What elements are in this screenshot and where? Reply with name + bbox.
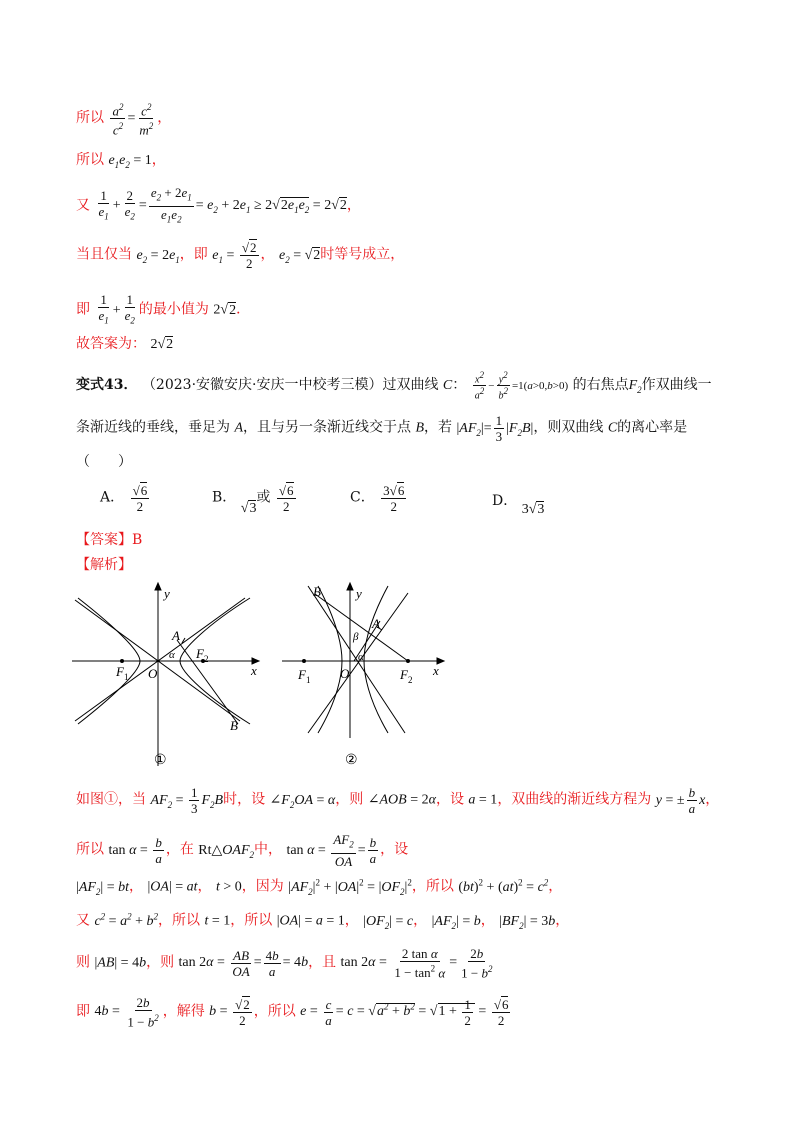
formula: tan 2α = $\frac{AB}{OA}$ = $\frac{4b}{a}$ = 4b xyxy=(178,947,309,979)
a-label: A xyxy=(372,616,380,631)
text: 即 xyxy=(76,301,90,318)
choice-b[interactable] xyxy=(212,483,298,514)
formula: $\frac{1}{e_1}$ + $\frac{2}{e_2}$ = $\frac{e_2 + 2e_1}{e_1e_2}$ = $e_2 + 2e_1 \ge 2√2e_1e_2 = 2√2$ xyxy=(98,185,347,225)
sol2-line-4: 又 $c^2 = a^2 + b^2$，所以 t = 1，所以 |OA| = a = 1， $|OF_2| = c$， $|AF_2| = b$， $|BF_2| = 3b$， xyxy=(76,911,570,931)
formula: $e_2 = √2$ xyxy=(278,247,321,265)
choice-a[interactable] xyxy=(100,483,151,514)
formula: |AB| = 4b xyxy=(94,955,147,971)
text: ，所以 xyxy=(253,1003,296,1020)
formula: tan α = $\frac{AF_2}{OA}$ = $\frac{b}{a}$ xyxy=(286,832,377,869)
formula: C xyxy=(607,420,618,436)
text: ， xyxy=(197,878,212,895)
figure-1-caption: ① xyxy=(154,753,167,768)
text: ： xyxy=(452,377,467,394)
formula: C xyxy=(442,378,453,394)
b-label: B xyxy=(230,718,238,733)
sol-line-5: 即 $\frac{1}{e_1}$ + $\frac{1}{e_2}$ 的最小值为 2√2． xyxy=(76,292,251,326)
formula: B xyxy=(415,420,425,436)
text: ，设 xyxy=(380,841,409,858)
text: ，则 xyxy=(335,791,364,808)
formula: $|OF_2| = c$ xyxy=(363,913,414,931)
formula: $|AF_2|$ = bt xyxy=(76,879,130,897)
text: 中， xyxy=(254,841,282,858)
formula: $\frac{√6}{2}$ xyxy=(132,483,148,514)
formula: $AF_2$ = $\frac{1}{3}$ $F_2B$ xyxy=(150,785,224,816)
text: ，且与另一条渐近线交于点 xyxy=(243,419,412,436)
formula: t = 1 xyxy=(204,913,231,929)
formula: 3√3 xyxy=(521,502,545,517)
f2-label: F xyxy=(400,667,408,682)
figure-2 xyxy=(280,578,450,768)
text: 又 xyxy=(76,912,90,929)
text: 作双曲线一 xyxy=(641,377,712,394)
text: 时，设 xyxy=(223,791,266,808)
formula: $Rt\triangle OAF_2$ xyxy=(198,842,254,860)
formula: 2√2 xyxy=(150,337,174,352)
text: ，设 xyxy=(435,791,464,808)
text: 的最小值为 xyxy=(138,301,209,318)
formula: $\frac{x^2}{a^2}$ − $\frac{y^2}{b^2}$ =1(a>0,b>0) xyxy=(474,370,569,402)
formula: $|AF_2|=$ $\frac{1}{3}$ $|F_2B|$ xyxy=(456,413,534,444)
asymptote-1 xyxy=(308,586,405,733)
problem-line-1 xyxy=(76,370,712,402)
f1-label: F xyxy=(298,667,306,682)
formula: $\frac{3√6}{2}$ xyxy=(383,483,405,514)
text: ，则 xyxy=(146,954,175,971)
formula: tan α = $\frac{b}{a}$ xyxy=(108,834,162,866)
formula: |OA| = at xyxy=(147,879,198,895)
formula: tan 2α = $\frac{\text{2 tan α}}{1 - \tan^2 \alpha}$ = $\frac{2b}{1 - b^2}$ xyxy=(340,946,493,981)
formula: $\frac{1}{e_1}$ + $\frac{1}{e_2}$ xyxy=(98,292,135,326)
text: ， xyxy=(129,878,144,895)
text: 所以 xyxy=(76,152,104,168)
sol2-line-6 xyxy=(76,995,512,1029)
answer-line xyxy=(76,530,142,550)
y-label: y xyxy=(164,586,170,601)
y-label: y xyxy=(356,586,362,601)
x-label: x xyxy=(251,663,257,678)
formula: √3 xyxy=(240,500,257,516)
text: 故答案为： xyxy=(76,336,146,352)
text: 则 xyxy=(76,954,90,971)
sol-line-2: 所以 $e_1e_2 = 1$， xyxy=(76,152,166,170)
text: 的右焦点 xyxy=(572,377,629,394)
figure-2-caption: ② xyxy=(345,753,358,768)
formula: e = $\frac{c}{a}$ = $c = √a^2 + b^2 = √1$ + $\frac{1}{2}$ = $\frac{√6}{2}$ xyxy=(300,996,509,1028)
text: 又 xyxy=(76,197,90,214)
sol2-line-5 xyxy=(76,946,496,980)
f1-sub: 1 xyxy=(306,675,311,685)
formula: $\angle F_2OA = \alpha$ xyxy=(269,792,336,810)
text: 时等号成立， xyxy=(320,246,405,263)
y-arrow xyxy=(347,583,353,590)
sol-line-6 xyxy=(76,334,173,355)
o-label: O xyxy=(340,666,350,681)
text: 如图①，当 xyxy=(76,791,146,808)
alpha-label: α xyxy=(358,651,364,663)
beta-label: β xyxy=(353,631,359,643)
formula: |OA| = a = 1 xyxy=(276,913,345,929)
text: 或 xyxy=(256,489,271,506)
formula: 2√2 xyxy=(213,302,237,318)
choice-letter: B． xyxy=(212,489,237,506)
formula: A xyxy=(234,420,244,436)
asymptote-2 xyxy=(308,593,408,733)
formula: ∠AOB = 2α xyxy=(367,792,436,808)
problem-source: （2023·安徽安庆·安庆一中校考三模）过双曲线 xyxy=(141,377,439,394)
sol-line-1: 所以 $\frac{a^2}{c^2}$ = $\frac{c^2}{m^2}$ ， xyxy=(76,102,172,138)
choice-c[interactable] xyxy=(350,483,408,514)
sol2-line-1: 如图①，当 $AF_2$ = $\frac{1}{3}$ $F_2B$时，设 $\angle F_2OA = \alpha$，则 ∠AOB = 2α，设 a = 1，双曲线的渐近线方程为 y = ± $\frac{b}{a}$ x， xyxy=(76,785,720,816)
f1-sub: 1 xyxy=(124,672,129,682)
formula: $|BF_2| = 3b$ xyxy=(499,913,556,931)
hyperbola-left xyxy=(318,586,342,733)
choice-d[interactable] xyxy=(492,490,545,517)
sol2-line-2 xyxy=(76,832,408,869)
answer-value: B xyxy=(132,532,143,548)
text: ，所以 xyxy=(230,912,273,929)
problem-paren: （ ） xyxy=(76,454,132,470)
b-label: B xyxy=(313,584,321,599)
f1-point xyxy=(302,659,306,663)
formula: $F_2$ xyxy=(628,378,642,395)
choice-letter: A． xyxy=(100,489,125,506)
formula: 4b = $\frac{2b}{1 - b^2}$ xyxy=(94,995,159,1030)
text: 当且仅当 xyxy=(76,246,132,263)
answer-label: 【答案】 xyxy=(76,532,132,548)
formula: t > 0 xyxy=(216,879,242,895)
sol-line-3: 又 $\frac{1}{e_1}$ + $\frac{2}{e_2}$ = $\frac{e_2 + 2e_1}{e_1e_2}$ = $e_2 + 2e_1 \ge 2√2e_1e_2 = 2√2$， xyxy=(76,185,361,225)
alpha-label: α xyxy=(169,649,175,661)
formula: $\frac{√6}{2}$ xyxy=(278,483,294,514)
text: ，所以 xyxy=(411,878,454,895)
formula: b = $\frac{√2}{2}$ xyxy=(209,996,250,1028)
o-label: O xyxy=(148,666,158,681)
figure-1 xyxy=(70,578,265,768)
f2-sub: 2 xyxy=(408,675,413,685)
text: ，且 xyxy=(308,954,337,971)
text: ，即 xyxy=(179,246,208,263)
sol-line-4: 当且仅当 $e_2 = 2e_1$，即 $e_1$ = $\frac{√2}{2}$ ， $e_2 = √2$时等号成立， xyxy=(76,240,405,271)
formula: $c^2 = a^2 + b^2$ xyxy=(94,911,158,929)
x-label: x xyxy=(433,663,439,678)
text: ，解得 xyxy=(162,1003,205,1020)
choice-letter: D． xyxy=(492,493,518,509)
formula: $e_2 = 2e_1$ xyxy=(136,247,180,265)
text: 即 xyxy=(76,1003,90,1020)
f2-point xyxy=(406,659,410,663)
f1-label: F xyxy=(116,664,124,679)
f2-label: F xyxy=(196,646,204,661)
analysis-label: 【解析】 xyxy=(76,557,132,573)
text: ，在 xyxy=(165,841,194,858)
formula: $|AF_2|^2 + |OA|^2 = |OF_2|^2$ xyxy=(288,877,412,897)
text: ，因为 xyxy=(241,878,284,895)
problem-label: 变式43． xyxy=(76,377,138,394)
text: 的离心率是 xyxy=(617,419,688,436)
formula: a = 1 xyxy=(468,792,498,808)
a-label: A xyxy=(172,628,180,643)
text: ，则双曲线 xyxy=(533,419,604,436)
text: 所以 xyxy=(76,110,104,127)
formula: $|AF_2| = b$ xyxy=(431,913,481,931)
formula: y = ± $\frac{b}{a}$ x xyxy=(655,785,706,816)
problem-line-2 xyxy=(76,413,687,444)
text: ，双曲线的渐近线方程为 xyxy=(497,791,652,808)
y-arrow xyxy=(155,583,161,590)
choice-letter: C． xyxy=(350,489,375,506)
formula: $(bt)^2 + (at)^2 = c^2$ xyxy=(458,877,549,895)
text: 所以 xyxy=(76,841,104,858)
text: ，若 xyxy=(424,419,453,436)
f1-point xyxy=(120,659,124,663)
sol2-line-3: $|AF_2|$ = bt， |OA| = at， t > 0，因为 $|AF_2|^2 + |OA|^2 = |OF_2|^2$，所以 $(bt)^2 + (at)^2 = c^2$， xyxy=(76,877,563,897)
hyperbola-right xyxy=(364,586,388,733)
text: 条渐近线的垂线，垂足为 xyxy=(76,419,230,436)
formula: $\frac{a^2}{c^2}$ = $\frac{c^2}{m^2}$ xyxy=(112,102,154,138)
f2-sub: 2 xyxy=(204,654,209,664)
text: ，所以 xyxy=(157,912,200,929)
formula: $e_1e_2 = 1$ xyxy=(108,153,152,170)
formula: $e_1$ = $\frac{√2}{2}$ xyxy=(212,240,257,271)
